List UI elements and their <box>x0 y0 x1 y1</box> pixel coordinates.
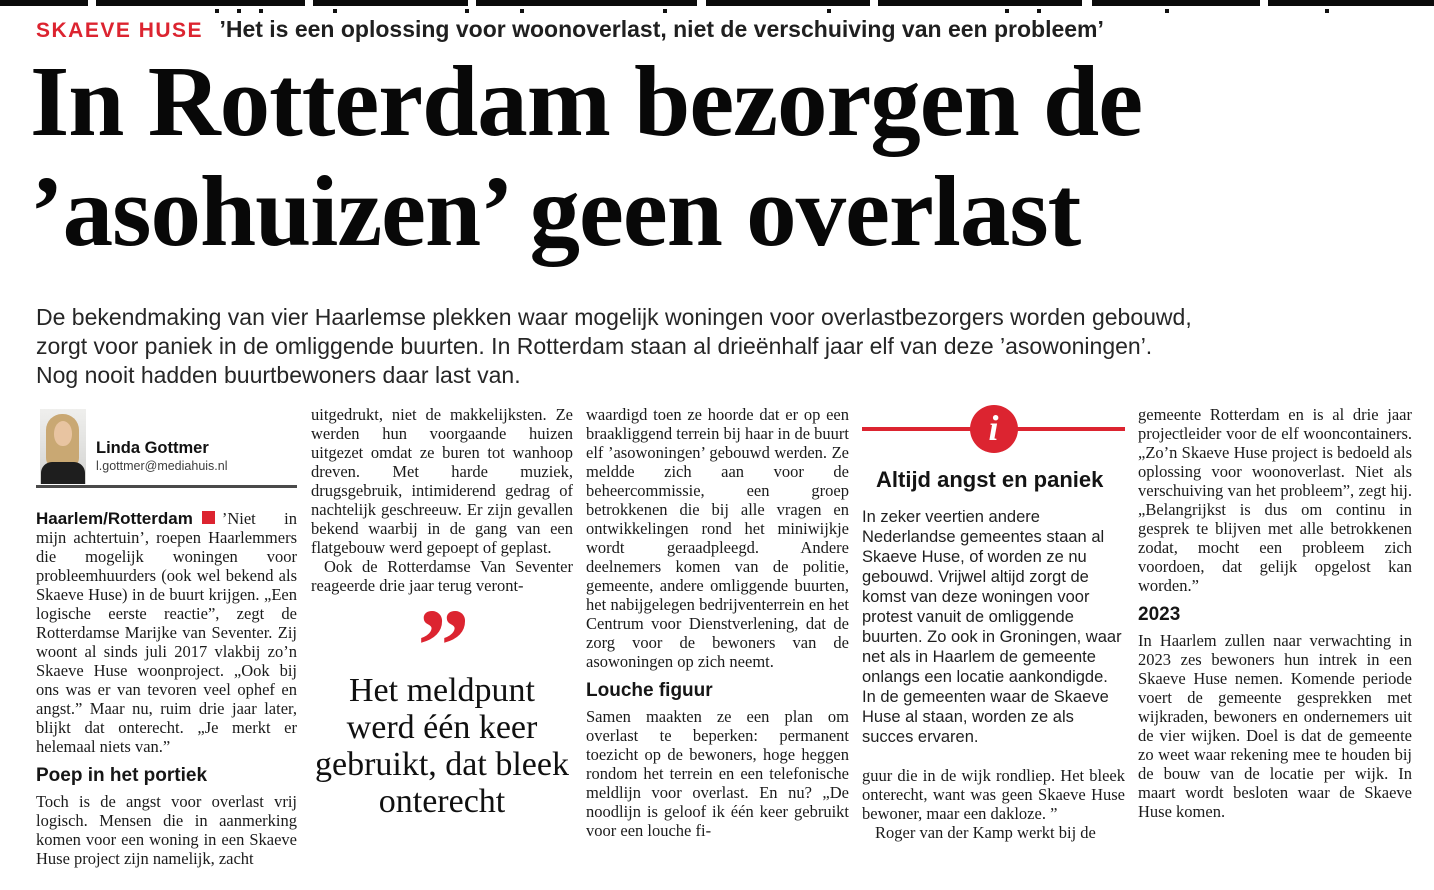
author-name: Linda Gottmer <box>96 439 209 457</box>
info-box-body: In zeker veertien andere Nederlandse gemeentes staan al Skaeve Huse, of worden ze nu gebouwd. Vrijwel altijd zorgt de komst van deze woningen voor protest vanuit de omliggende buurten. Zo ook in Groningen, waar net als in Haarlem de gemeente onlangs een locatie aankondigde. In de gemeenten waar de Skaeve Huse al staan, worden ze als succes ervaren. <box>862 508 1122 746</box>
kicker <box>36 16 1104 43</box>
paragraph: In Haarlem zullen naar verwachting in 2023 zes bewoners hun intrek in een Skaeve Huse nemen. Komende periode voert de gemeente gesprekken met wijkraden, bewoners en ondernemers uit de vier wijken. Doel is dat de gemeente zo weet waar rekening mee te houden bij de bouw van de locatie per wijk. In maart wordt besloten waar de Skaeve Huse komen. <box>1138 631 1412 821</box>
column-1 <box>36 405 297 890</box>
author-photo <box>40 409 86 484</box>
column-3 <box>586 405 849 890</box>
byline-block <box>36 405 297 488</box>
kicker-label: SKAEVE HUSE <box>36 19 204 42</box>
cropped-previous-line-strip <box>0 0 1434 6</box>
paragraph-text: ’Niet in mijn achtertuin’, roepen Haarlemmers die mogelijk woningen voor probleemhuurders (ook wel bekend als Skaeve Huse) in de buurt krijgen. „Een logische eerste reactie”, zegt de Rotterdamse Marijke van Seventer. Zij woont al sinds juli 2017 vlakbij zo’n Skaeve Huse woonproject. „Ook bij ons was er van tevoren veel ophef en angst.” Maar nu, ruim drie jaar later, blijkt dat onterecht. „Je merkt er helemaal niets van.” <box>36 509 297 756</box>
dateline: Haarlem/Rotterdam <box>36 509 193 528</box>
info-box-heading: Altijd angst en paniek <box>876 467 1104 492</box>
info-box <box>862 405 1125 747</box>
headline-line-2: ’asohuizen’ geen overlast <box>30 155 1081 267</box>
author-photo-face <box>54 421 72 446</box>
section-heading: Poep in het portiek <box>36 765 208 786</box>
column-5 <box>1138 405 1412 890</box>
quote-marks-icon: ” <box>417 587 467 704</box>
paragraph: Toch is de angst voor overlast vrij logisch. Mensen die in aanmerking komen voor een woning in een Skaeve Huse project zijn namelijk, zacht <box>36 792 297 868</box>
paragraph: uitgedrukt, niet de makkelijksten. Ze werden hun voorgaande huizen uitgezet omdat ze buren tot wanhoop dreven. Met harde muziek, drugsgebruik, intimiderend gedrag of nachtelijk geschreeuw. Er zijn gevallen bekend waarbij in de gang van een flatgebouw werd gepoept of geplast. <box>311 405 573 557</box>
info-box-rule <box>862 405 1125 455</box>
lede-paragraph: De bekendmaking van vier Haarlemse plekken waar mogelijk woningen voor overlastbezorgers worden gebouwd, zorgt voor paniek in de omliggende buurten. In Rotterdam staan al drieënhalf jaar elf van deze ’asowoningen’. Nog nooit hadden buurtbewoners daar last van. <box>36 304 1192 388</box>
byline-rule <box>36 485 297 488</box>
section-heading: Louche figuur <box>586 680 713 701</box>
column-2 <box>311 405 573 890</box>
pull-quote <box>311 587 573 820</box>
info-icon <box>970 405 1018 453</box>
pull-quote-text: Het meldpunt werd één keer gebruikt, dat bleek onterecht <box>315 672 569 820</box>
paragraph: Samen maakten ze een plan om overlast te beperken: permanent toezicht op de bewoners, hoge heggen rondom het terrein en een telefonische meldlijn voor overlast. En nu? „De noodlijn is geloof ik één keer gebruikt voor een louche fi- <box>586 707 849 840</box>
info-icon-glyph: i <box>988 408 999 448</box>
paragraph: waardigd toen ze hoorde dat er op een braakliggend terrein bij haar in de buurt elf ’asowoningen’ gebouwd werden. Ze meldde zich aan voor de beheercommissie, een groep betrokkenen die bij alle vragen en ontwikkelingen rond het miniwijkje wordt geraadpleegd. Andere deelnemers komen van de politie, gemeente, andere omliggende buurten, het nabijgelegen bedrijventerrein en het Centrum voor Dienstverlening, dat de zorg voor de bewoners van de asowoningen op zich neemt. <box>586 405 849 671</box>
author-photo-shirt <box>41 462 85 484</box>
kicker-quote: ’Het is een oplossing voor woonoverlast, niet de verschuiving van een probleem’ <box>219 16 1104 42</box>
paragraph: guur die in de wijk rondliep. Het bleek onterecht, want was geen Skaeve Huse bewoner, maar een dakloze. ” <box>862 766 1125 823</box>
paragraph: gemeente Rotterdam en is al drie jaar projectleider voor de elf wooncontainers. „Zo’n Skaeve Huse project is bedoeld als oplossing voor woonoverlast. Niet als verschuiving van het probleem”, zegt hij. „Belangrijkst is dus om continu in gesprek te blijven met alle betrokkenen zodat, mocht een probleem zich voordoen, dat gelijk opgelost kan worden.” <box>1138 405 1412 595</box>
author-email: l.gottmer@mediahuis.nl <box>96 459 228 473</box>
paragraph: Roger van der Kamp werkt bij de <box>875 823 1096 842</box>
column-4 <box>862 405 1125 890</box>
paragraph: Ook de Rotterdamse Van Seventer reageerde drie jaar terug veront- <box>311 557 573 595</box>
headline <box>30 46 1430 266</box>
cropped-descender-dots <box>215 9 219 13</box>
red-square-marker <box>202 511 215 524</box>
byline-meta <box>96 439 228 473</box>
section-heading: 2023 <box>1138 604 1181 625</box>
paragraph <box>36 509 297 756</box>
headline-line-1: In Rotterdam bezorgen de <box>30 45 1143 157</box>
